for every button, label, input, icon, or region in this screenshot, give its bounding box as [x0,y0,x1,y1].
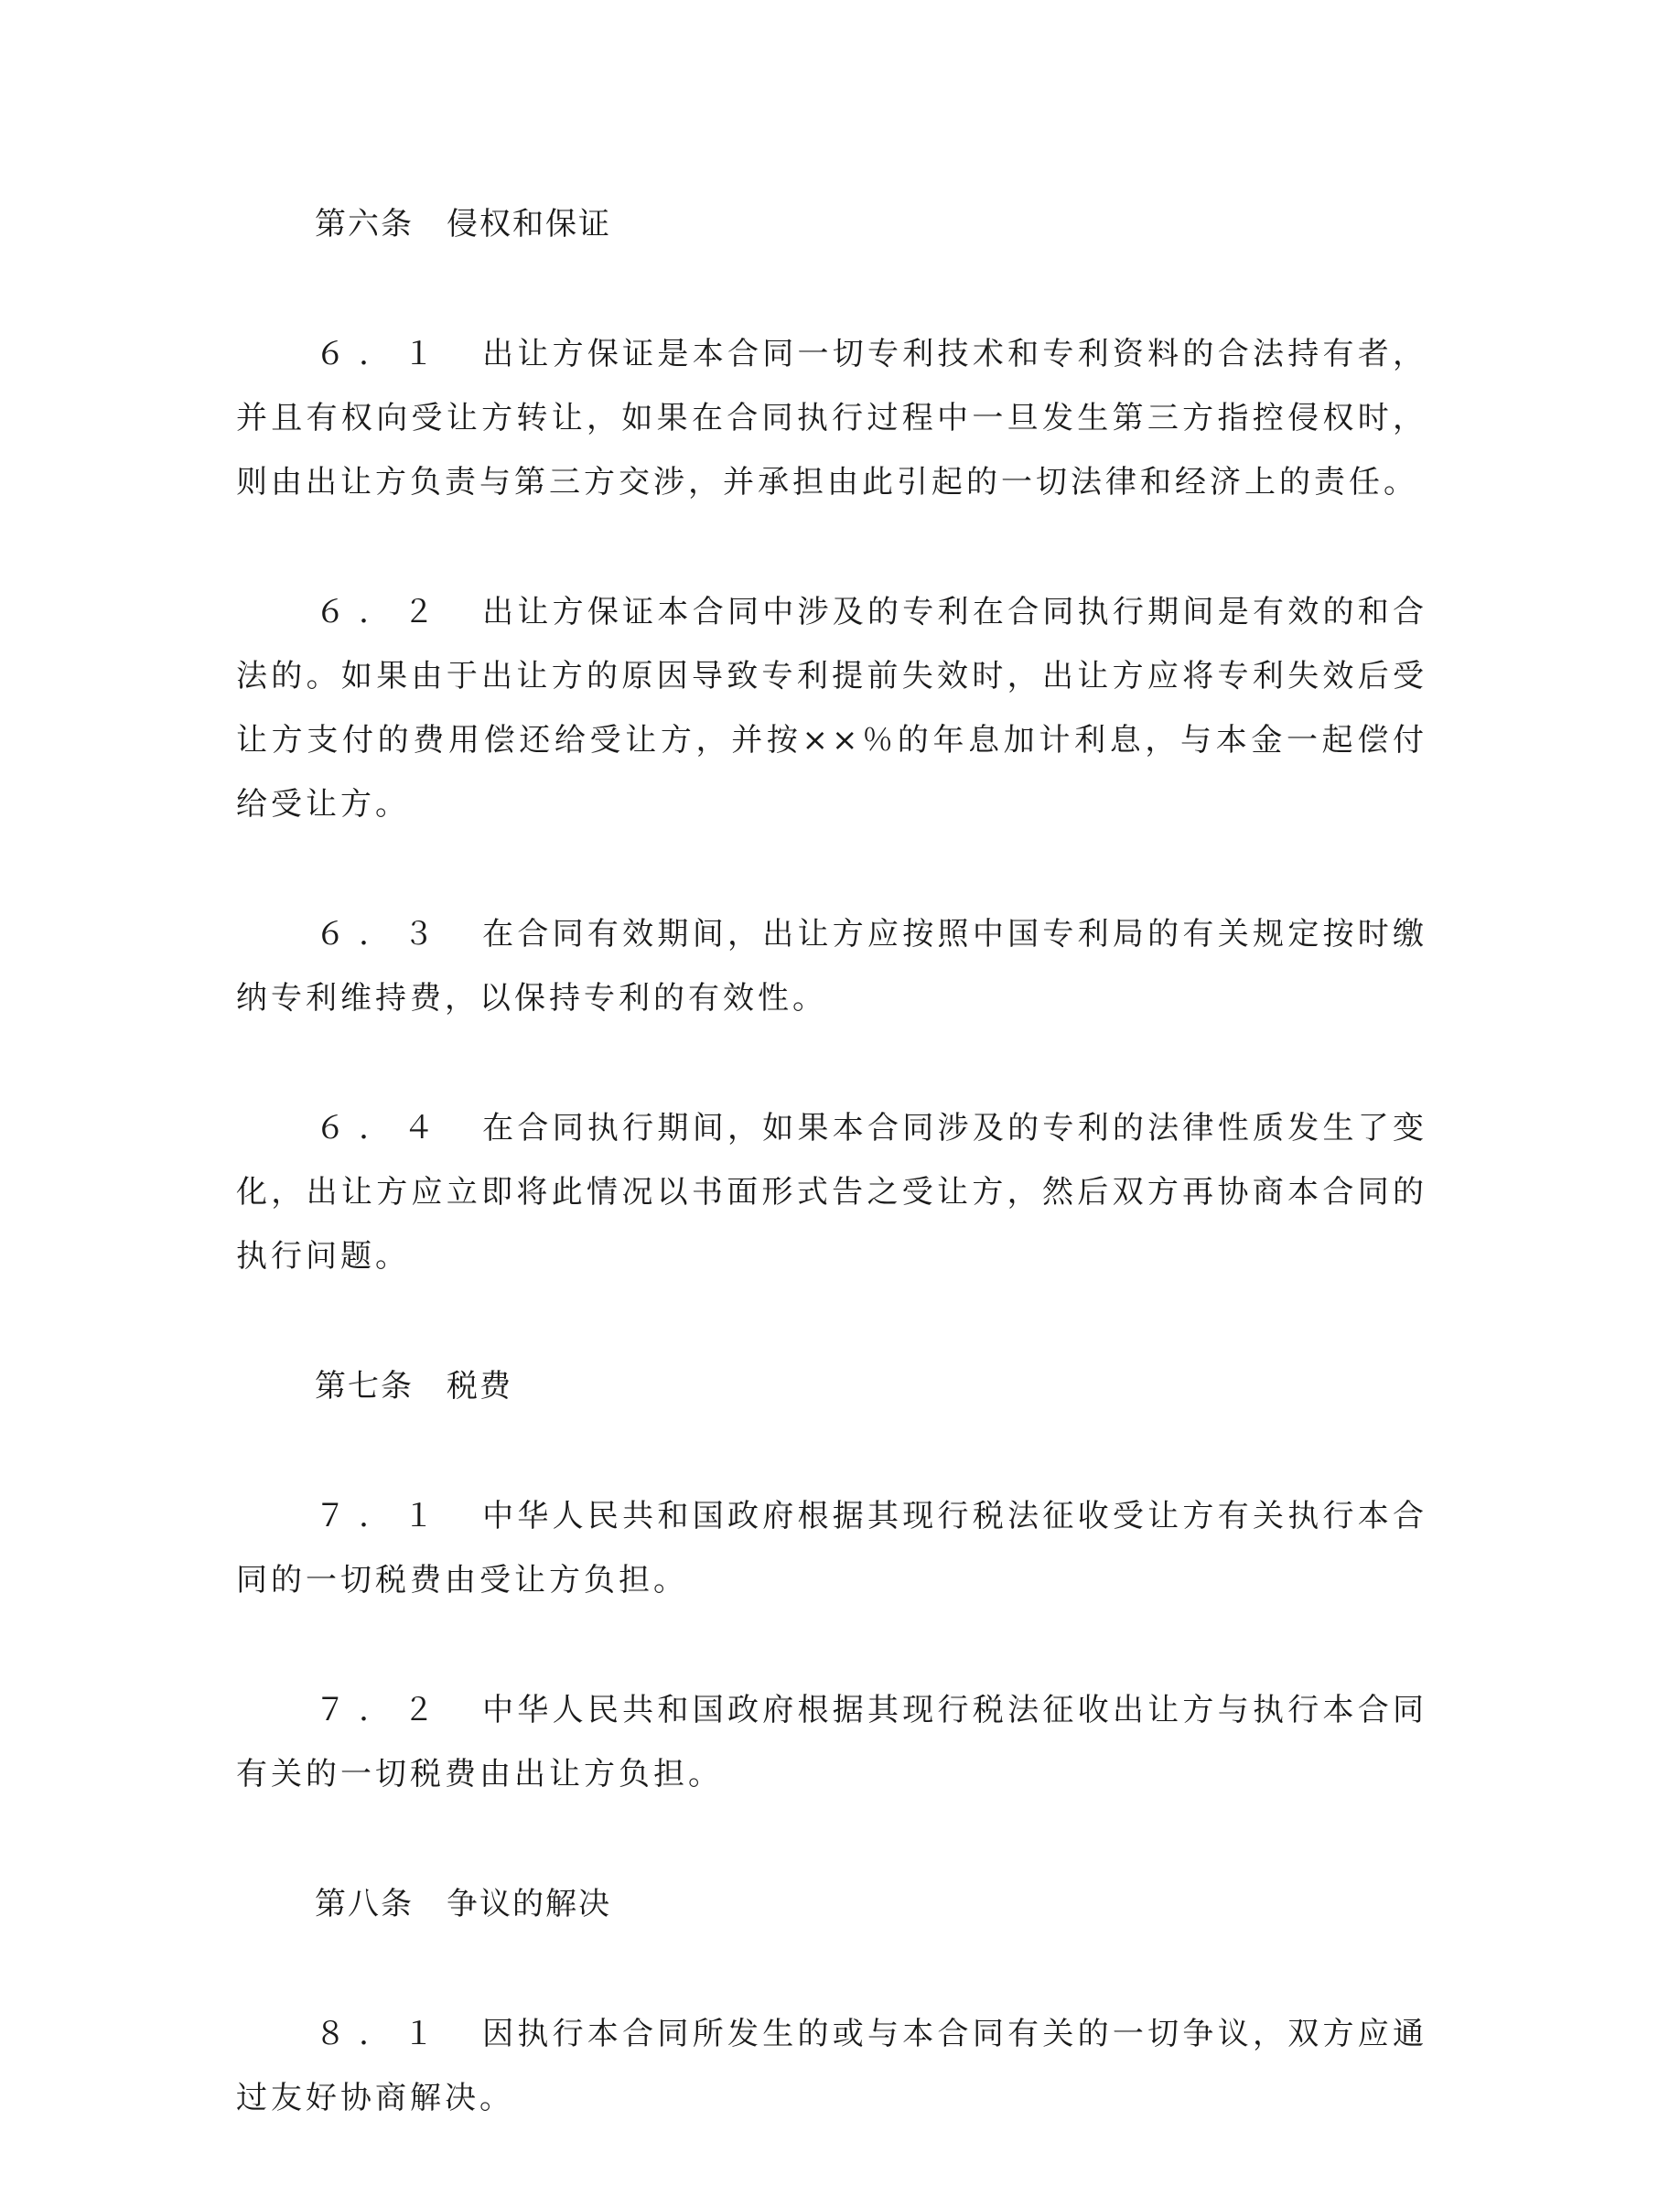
clause-number: ６．４ [315,1110,447,1146]
article-8-heading: 第八条 争议的解决 [315,1886,611,1922]
clause-8-1 [236,2002,1427,2130]
clause-7-2 [236,1678,1427,1806]
clause-number: ８．１ [315,2016,447,2052]
clause-number: ６．２ [315,594,447,630]
clause-6-1 [236,322,1427,514]
clause-7-1 [236,1484,1427,1612]
clause-number: ６．３ [315,916,447,953]
clause-text: 出让方保证是本合同一切专利技术和专利资料的合法持有者，并且有权向受让方转让，如果在合同执行过程中一旦发生第三方指控侵权时，则由出让方负责与第三方交涉，并承担由此引起的一切法律和经济上的责任。 [236,336,1428,501]
clause-text: 中华人民共和国政府根据其现行税法征收受让方有关执行本合同的一切税费由受让方负担。 [236,1498,1428,1599]
clause-6-2 [236,580,1427,836]
clause-text: 因执行本合同所发生的或与本合同有关的一切争议，双方应通过友好协商解决。 [236,2016,1428,2116]
clause-number: ７．１ [315,1498,447,1534]
clause-6-4 [236,1096,1427,1288]
document-page [236,192,1427,2196]
article-7-heading: 第七条 税费 [315,1368,512,1405]
clause-text: 出让方保证本合同中涉及的专利在合同执行期间是有效的和合法的。如果由于出让方的原因导致专利提前失效时，出让方应将专利失效后受让方支付的费用偿还给受让方，并按××％的年息加计利息，与本金一起偿付给受让方。 [236,594,1428,823]
clause-text: 在合同执行期间，如果本合同涉及的专利的法律性质发生了变化，出让方应立即将此情况以书面形式告之受让方，然后双方再协商本合同的执行问题。 [236,1110,1428,1275]
clause-6-3 [236,902,1427,1030]
clause-text: 在合同有效期间，出让方应按照中国专利局的有关规定按时缴纳专利维持费，以保持专利的有效性。 [236,916,1428,1017]
clause-number: ７．２ [315,1692,447,1728]
clause-number: ６．１ [315,336,447,372]
article-6-heading: 第六条 侵权和保证 [315,206,611,242]
clause-text: 中华人民共和国政府根据其现行税法征收出让方与执行本合同有关的一切税费由出让方负担。 [236,1692,1428,1792]
